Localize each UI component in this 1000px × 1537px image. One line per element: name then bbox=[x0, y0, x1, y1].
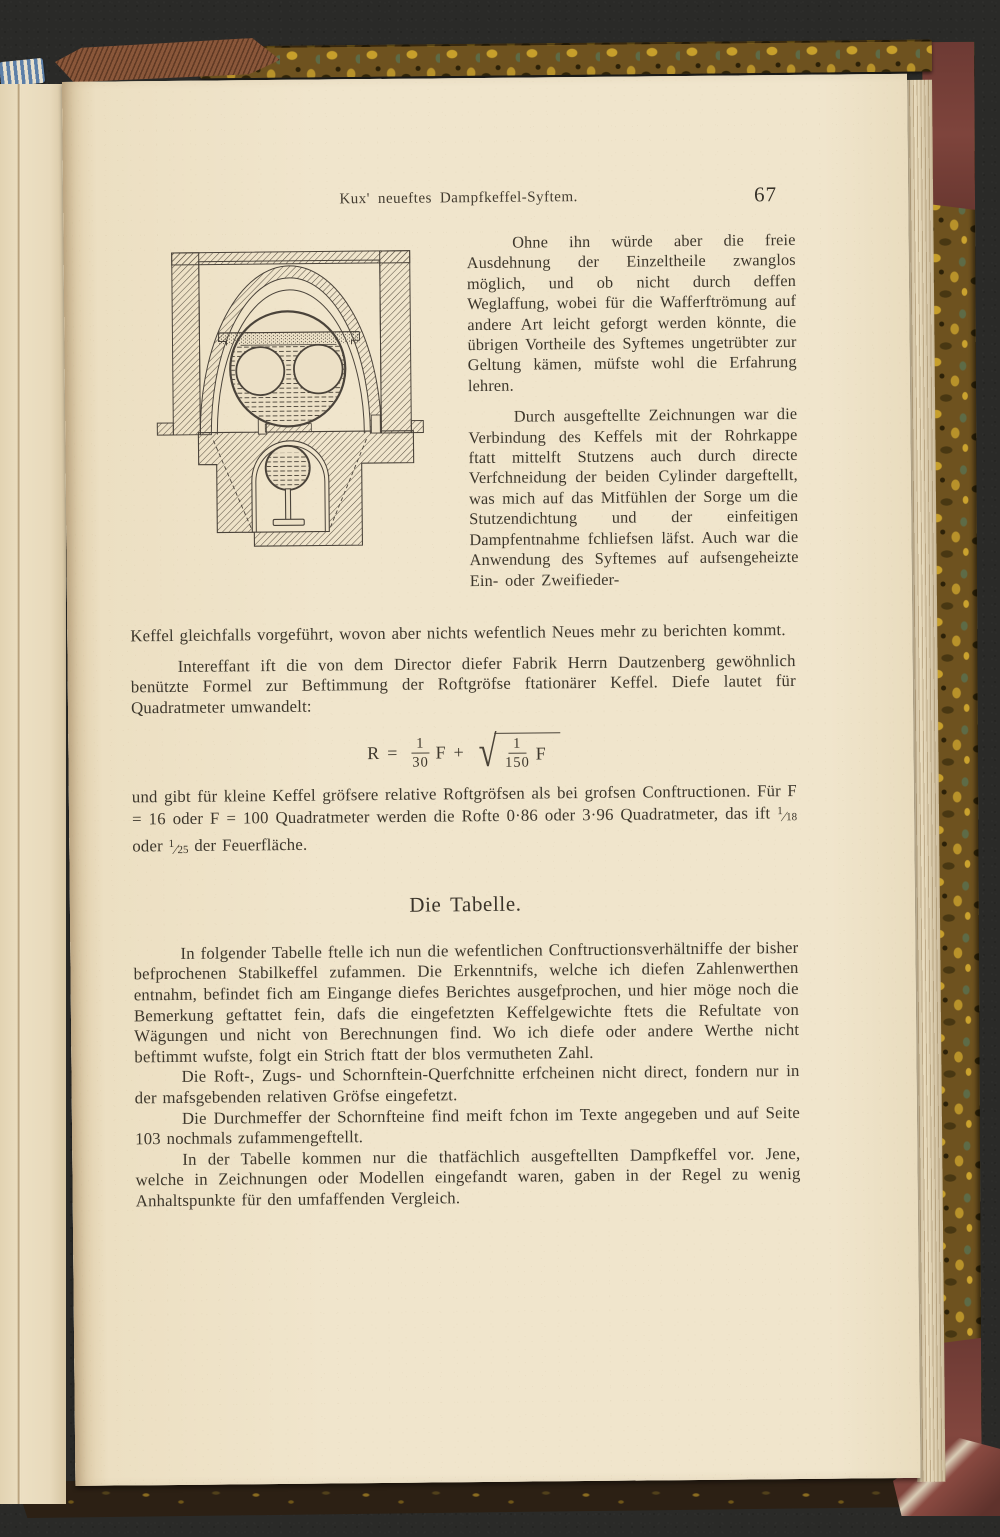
plus-sign: + bbox=[453, 742, 465, 763]
paragraph-8: In der Tabelle kommen nur die thatfächlich ausgeftellten Dampfkeffel vor. Jene, welche in Zeichnungen oder Modellen eingefandt waren, gaben in der Regel zu wenig Anhaltspunkte für den umfaffenden Vergleich. bbox=[135, 1143, 801, 1211]
fraction-1-18: $^1$ ⁄18 bbox=[777, 803, 797, 822]
fraction-1-25: $^1$ ⁄25 bbox=[169, 836, 189, 855]
paragraph-6: Die Roft-, Zugs- und Schornftein-Querfchnitte erfcheinen nicht direct, fondern nur in der mafsgebenden relativen Gröfse eingefetzt. bbox=[134, 1061, 800, 1108]
boiler-cross-section-figure bbox=[152, 247, 427, 562]
paragraph-2-column-part: Durch ausgeftellte Zeichnungen war die Verbindung des Keffels mit der Rohrkappe ftatt mittelft Stutzens auch durch directe Verfchneidung der beiden Cylinder dargeftellt, was mich auf das Mitfühlen der Sorge um die Stutzendichtung und der einfeitigen Dampfentnahme fchliefsen läfst. Auch war die Anwendung des Syftemes auf aufsengeheizte Ein- oder Zweifieder- bbox=[468, 404, 799, 590]
facing-page-gutter bbox=[0, 84, 66, 1504]
page-fold-line bbox=[17, 84, 21, 1504]
page-number: 67 bbox=[753, 182, 778, 207]
paragraph-7: Die Durchmeffer der Schornfteine find meift fchon im Texte angegeben und auf Seite 103 nochmals zufammengeftellt. bbox=[135, 1102, 801, 1149]
headband-striped bbox=[0, 58, 45, 87]
formula-term2-var: F bbox=[535, 743, 547, 764]
formula-lhs: R bbox=[367, 743, 381, 764]
fraction-1-150: $\frac{1}{150}$ bbox=[504, 735, 530, 771]
paragraph-5: In folgender Tabelle ftelle ich nun die wefentlichen Conftructionsverhältniffe der bisher befprochenen Stabilkeffel zufammen. Die Erkenntnifs, welche ich diefen Zahlenwerthen entnahm, befindet fich am Eingange diefes Berichtes ausgefprochen, und hier möge noch die Bemerkung geftattet fein, dafs die eingefetzten Keffelgewichte ftets die Refultate von Wägungen und nicht von Berechnungen find. Wo ich diefe oder andere Werthe nicht beftimmt wufste, folgt ein Strich ftatt der blos vermutheten Zahl. bbox=[133, 937, 800, 1067]
text-column-right-of-figure bbox=[466, 230, 798, 591]
main-page bbox=[62, 74, 920, 1486]
square-root bbox=[476, 733, 561, 772]
section-heading: Die Tabelle. bbox=[409, 891, 522, 917]
paragraph-2-fullwidth: Keffel gleichfalls vorgeführt, wovon aber nichts wefentlich Neues mehr zu berichten kommt. bbox=[130, 620, 786, 646]
running-header bbox=[126, 182, 791, 210]
radical-sign bbox=[479, 733, 498, 772]
formula bbox=[131, 730, 796, 775]
paragraph-4: und gibt für kleine Keffel gröfsere relative Roftgröfsen als bei grofsen Conftructionen. Für F = 16 oder F = 100 Quadratmeter werden die Rofte 0·86 oder 3·96 Quadratmeter, das ift $^1$ ⁄18 oder $^1$ ⁄25 der Feuerfläche. bbox=[132, 781, 798, 862]
equals-sign: = bbox=[387, 743, 399, 764]
paragraph-1: Ohne ihn würde aber die freie Ausdehnung der Einzeltheile zwanglos möglich, und ob nicht durch deffen Weglaffung, wobei für die Wafferftrömung auf andere Art leicht geforgt werden könnte, die übrigen Vortheile des Syftemes ungetrübter zur Geltung kämen, müfste wohl die Erfahrung lehren. bbox=[466, 229, 797, 395]
paragraph-3: Intereffant ift die von dem Director diefer Fabrik Herrn Dautzenberg gewöhnlich benützte Formel zur Beftimmung der Roftgröfse ftationärer Keffel. Diefe lautet für Quadratmeter umwandelt: bbox=[130, 650, 796, 718]
formula-term1-var: F bbox=[435, 742, 447, 763]
body-text bbox=[130, 620, 801, 1212]
running-header-title: Kux' neueftes Dampfkeffel-Syftem. bbox=[339, 189, 578, 208]
figure-drawing bbox=[156, 251, 425, 548]
fraction-1-30: $\frac{1}{30}$ bbox=[412, 735, 429, 771]
